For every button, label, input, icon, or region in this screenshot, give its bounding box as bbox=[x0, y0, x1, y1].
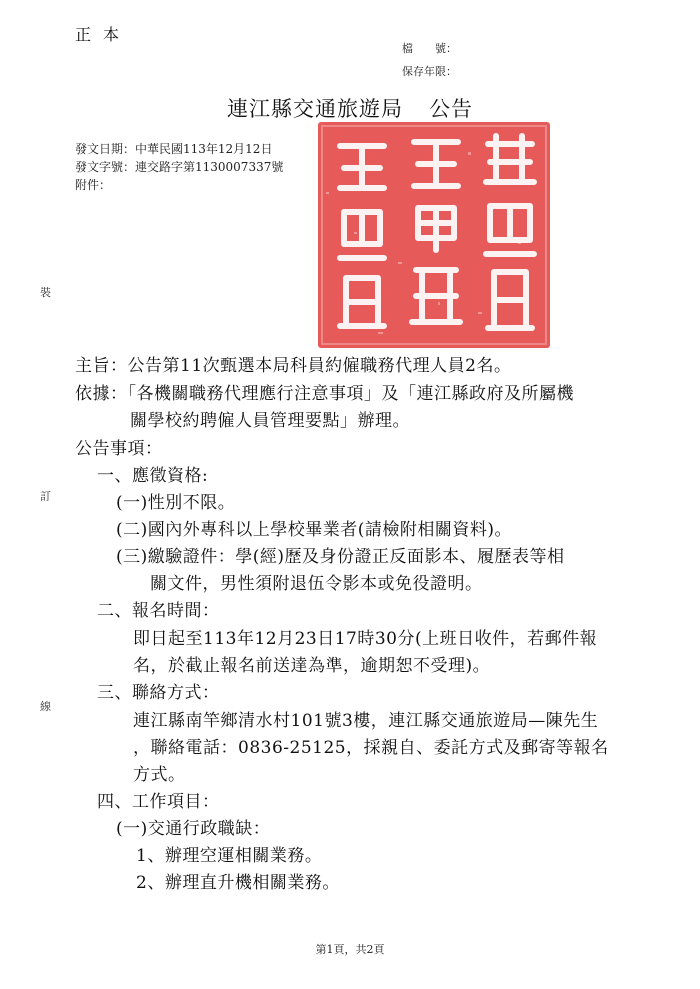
section-1-item-3-line-2: 關文件，男性須附退伍令影本或免役證明。 bbox=[150, 574, 483, 594]
section-1-item-1: (一)性別不限。 bbox=[116, 493, 236, 513]
page-number: 第1頁，共2頁 bbox=[315, 943, 385, 956]
section-2-heading: 二、報名時間： bbox=[97, 601, 220, 621]
title-type: 公告 bbox=[429, 97, 473, 121]
binding-mark-staple: 訂 bbox=[40, 490, 51, 503]
section-4-heading: 四、工作項目： bbox=[97, 792, 220, 812]
section-1-item-3-line-1: (三)繳驗證件：學(經)歷及身份證正反面影本、履歷表等相 bbox=[116, 547, 565, 567]
section-4-task-1: 1、辦理空運相關業務。 bbox=[136, 846, 323, 866]
title-agency: 連江縣交通旅遊局 bbox=[227, 97, 403, 121]
document-number: 發文字號：連交路字第1130007337號 bbox=[75, 160, 284, 174]
subject-line: 主旨：公告第11次甄選本局科員約僱職務代理人員2名。 bbox=[75, 356, 512, 376]
seal-graphic bbox=[318, 122, 550, 348]
section-4-sub-1: (一)交通行政職缺： bbox=[116, 819, 271, 839]
official-seal bbox=[318, 122, 550, 348]
section-2-line-1: 即日起至113年12月23日17時30分(上班日收件，若郵件報 bbox=[133, 629, 598, 649]
section-3-line-2: ，聯絡電話：0836-25125，採親自、委託方式及郵寄等報名 bbox=[133, 738, 609, 758]
section-1-heading: 一、應徵資格: bbox=[97, 466, 209, 486]
basis-line-2: 關學校約聘僱人員管理要點」辦理。 bbox=[130, 411, 410, 431]
retention-period-label: 保存年限： bbox=[402, 65, 457, 78]
section-1-item-2: (二)國內外專科以上學校畢業者(請檢附相關資料)。 bbox=[116, 520, 513, 540]
copy-label: 正本 bbox=[75, 25, 132, 44]
issue-date: 發文日期：中華民國113年12月12日 bbox=[75, 142, 273, 156]
section-3-heading: 三、聯絡方式： bbox=[97, 683, 220, 703]
page-title bbox=[0, 93, 700, 123]
section-4-task-2: 2、辦理直升機相關業務。 bbox=[136, 873, 340, 893]
binding-mark-bind: 裝 bbox=[40, 286, 51, 299]
section-2-line-2: 名，於截止報名前送達為準，逾期恕不受理)。 bbox=[133, 656, 491, 676]
notice-heading: 公告事項： bbox=[75, 439, 163, 459]
section-3-line-3: 方式。 bbox=[133, 765, 186, 785]
basis-line-1: 依據：「各機關職務代理應行注意事項」及「連江縣政府及所屬機 bbox=[75, 384, 574, 404]
attachment-label: 附件： bbox=[75, 178, 112, 192]
archive-number-label: 檔 號： bbox=[402, 42, 457, 55]
section-3-line-1: 連江縣南竿鄉清水村101號3樓，連江縣交通旅遊局—陳先生 bbox=[133, 711, 599, 731]
binding-mark-line: 線 bbox=[40, 700, 51, 713]
